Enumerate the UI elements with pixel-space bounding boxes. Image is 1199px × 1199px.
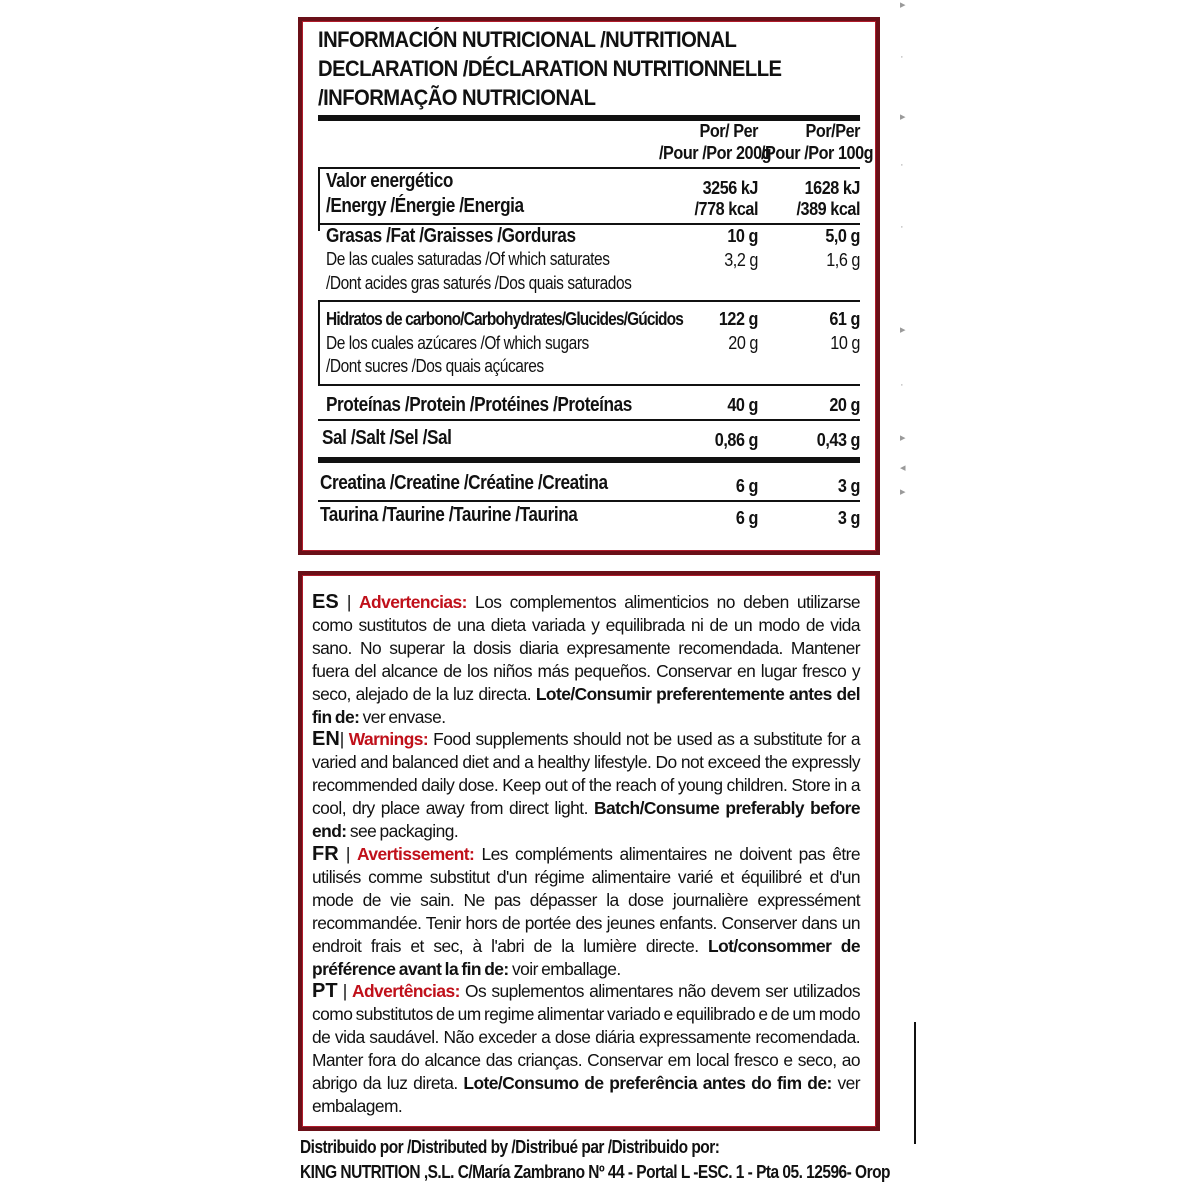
cropped-edge-mark: ▸ [900, 324, 906, 336]
divider [318, 419, 860, 421]
sugars-label-line1: De los cuales azúcares /Of which sugars [326, 333, 589, 353]
distributor-heading: Distribuido por /Distributed by /Distribué par /Distribuido por: [300, 1137, 720, 1157]
edge-rule [914, 1022, 916, 1144]
carbs-100: 61 g [829, 309, 860, 329]
sugars-200: 20 g [728, 333, 758, 353]
language-code: ES [312, 591, 339, 613]
batch-note: voir emballage. [511, 958, 621, 979]
energy-200-kj: 3256 kJ [702, 178, 758, 198]
divider [318, 500, 860, 502]
creatine-label: Creatina /Creatine /Créatine /Creatina [320, 472, 608, 494]
vertical-rule [318, 167, 320, 231]
saturates-100: 1,6 g [826, 250, 860, 270]
divider-heavy [318, 457, 860, 463]
warning-heading: Avertissement: [356, 843, 475, 864]
energy-100-kcal: /389 kcal [796, 199, 860, 219]
divider [318, 167, 860, 169]
salt-200: 0,86 g [714, 430, 758, 450]
divider [318, 384, 860, 386]
nutrition-title-line: INFORMACIÓN NUTRICIONAL /NUTRITIONAL [318, 27, 737, 52]
warning-body: Los complementos alimenticios no deben utilizarse como sustitutos de una dieta variada y equilibrada ni de un modo de vida sano. No superar la dosis diaria expresamente recomendada. Mantener fuera del alcance de los niños más pequeños. Conservar en lugar fresco y seco, alejado de la luz directa. [312, 592, 860, 704]
warnings-text [312, 591, 860, 1118]
sugars-100: 10 g [830, 333, 860, 353]
batch-label: Batch/Consume preferably before end: [312, 798, 860, 842]
separator: | [342, 981, 347, 1002]
taurine-200: 6 g [735, 508, 758, 528]
cropped-edge-mark: · [900, 221, 904, 233]
batch-label: Lote/Consumir preferentemente antes del fin de: [312, 683, 860, 727]
sugars-label-line2: /Dont sucres /Dos quais açúcares [326, 356, 544, 376]
energy-label-line1: Valor energético [326, 170, 453, 192]
cropped-edge-mark: · [900, 379, 904, 391]
col-header-100-line2: /Pour /Por 100g [761, 143, 874, 163]
separator: | [345, 843, 350, 864]
carbs-label: Hidratos de carbono/Carbohydrates/Glucides/Gúcidos [326, 309, 683, 329]
salt-label: Sal /Salt /Sel /Sal [322, 427, 452, 449]
cropped-edge-mark: ▸ [900, 432, 906, 444]
language-code: EN [312, 728, 340, 751]
warning-heading: Advertências: [351, 981, 460, 1002]
separator: | [346, 592, 351, 612]
batch-label: Lote/Consumo de preferência antes do fim de: [463, 1073, 832, 1094]
warning-paragraph-pt [312, 980, 860, 1117]
fat-label: Grasas /Fat /Graisses /Gorduras [326, 225, 576, 247]
carbs-200: 122 g [718, 309, 758, 329]
warning-body: Os suplementos alimentares não devem ser utilizados como substitutos de um regime alimentar variado e equilibrado e de um modo de vida saudável. Não exceder a dose diária expressamente recomendada. Manter fora do alcance das crianças. Conservar em local fresco e seco, ao abrigo da luz direta. [312, 981, 860, 1094]
cropped-edge-mark: ▸ [900, 0, 906, 11]
protein-label: Proteínas /Protein /Protéines /Proteínas [326, 394, 632, 416]
nutrition-title [318, 25, 815, 112]
nutrition-title-line: DECLARATION /DÉCLARATION NUTRITIONNELLE [318, 56, 782, 81]
col-header-200-line2: /Pour /Por 200g [659, 143, 772, 163]
cropped-edge-mark: · [900, 51, 904, 63]
nutrition-panel [298, 17, 880, 555]
batch-note: ver envase. [362, 706, 446, 727]
salt-100: 0,43 g [816, 430, 860, 450]
saturates-label-line1: De las cuales saturadas /Of which saturates [326, 249, 610, 269]
cropped-edge-mark: ◂ [900, 462, 906, 474]
warning-paragraph-es [312, 591, 860, 728]
divider [318, 300, 860, 302]
separator: | [339, 729, 344, 750]
warning-paragraph-fr [312, 843, 860, 980]
language-code: FR [312, 842, 339, 865]
col-header-100-line1: Por/Per [805, 121, 860, 141]
saturates-200: 3,2 g [724, 250, 758, 270]
energy-200-kcal: /778 kcal [694, 199, 758, 219]
warning-body: Les compléments alimentaires ne doivent pas être utilisés comme substitut d'un régime alimentaire varié et équilibré et d'un mode de vie sain. Ne pas dépasser la dose journalière expressément recommandée. Tenir hors de portée des jeunes enfants. Conserver dans un endroit frais et sec, à l'abri de la lumière directe. [312, 843, 860, 956]
creatine-100: 3 g [837, 476, 860, 496]
fat-100: 5,0 g [825, 226, 860, 246]
warnings-panel [298, 571, 880, 1131]
warning-body: Food supplements should not be used as a substitute for a varied and balanced diet and a healthy lifestyle. Do not exceed the expressly recommended daily dose. Keep out of the reach of young children. Store in a cool, dry place away from direct light. [312, 729, 860, 819]
batch-label: Lot/consommer de préférence avant la fin de: [312, 935, 860, 979]
cropped-edge-mark: ▸ [900, 111, 906, 123]
saturates-label-line2: /Dont acides gras saturés /Dos quais saturados [326, 273, 632, 293]
protein-100: 20 g [829, 395, 860, 415]
language-code: PT [312, 980, 338, 1003]
energy-label-line2: /Energy /Énergie /Energia [326, 195, 524, 217]
taurine-100: 3 g [837, 508, 860, 528]
batch-note: ver embalagem. [312, 1073, 860, 1116]
warning-heading: Advertencias: [359, 592, 467, 612]
distributor-address: KING NUTRITION ,S.L. C/María Zambrano Nº 44 - Portal L -ESC. 1 - Pta 05. 12596- Orop [300, 1162, 890, 1182]
nutrition-title-line: /INFORMAÇÃO NUTRICIONAL [318, 85, 596, 110]
cropped-edge-mark: · [900, 159, 904, 171]
col-header-200-line1: Por/ Per [699, 121, 758, 141]
warning-heading: Warnings: [348, 729, 429, 750]
warning-paragraph-en [312, 728, 860, 843]
energy-100-kj: 1628 kJ [804, 178, 860, 198]
taurine-label: Taurina /Taurine /Taurine /Taurina [320, 504, 578, 526]
protein-200: 40 g [727, 395, 758, 415]
batch-note: see packaging. [349, 821, 459, 842]
cropped-edge-mark: ▸ [900, 486, 906, 498]
vertical-rule [318, 300, 320, 385]
creatine-200: 6 g [735, 476, 758, 496]
fat-200: 10 g [727, 226, 758, 246]
